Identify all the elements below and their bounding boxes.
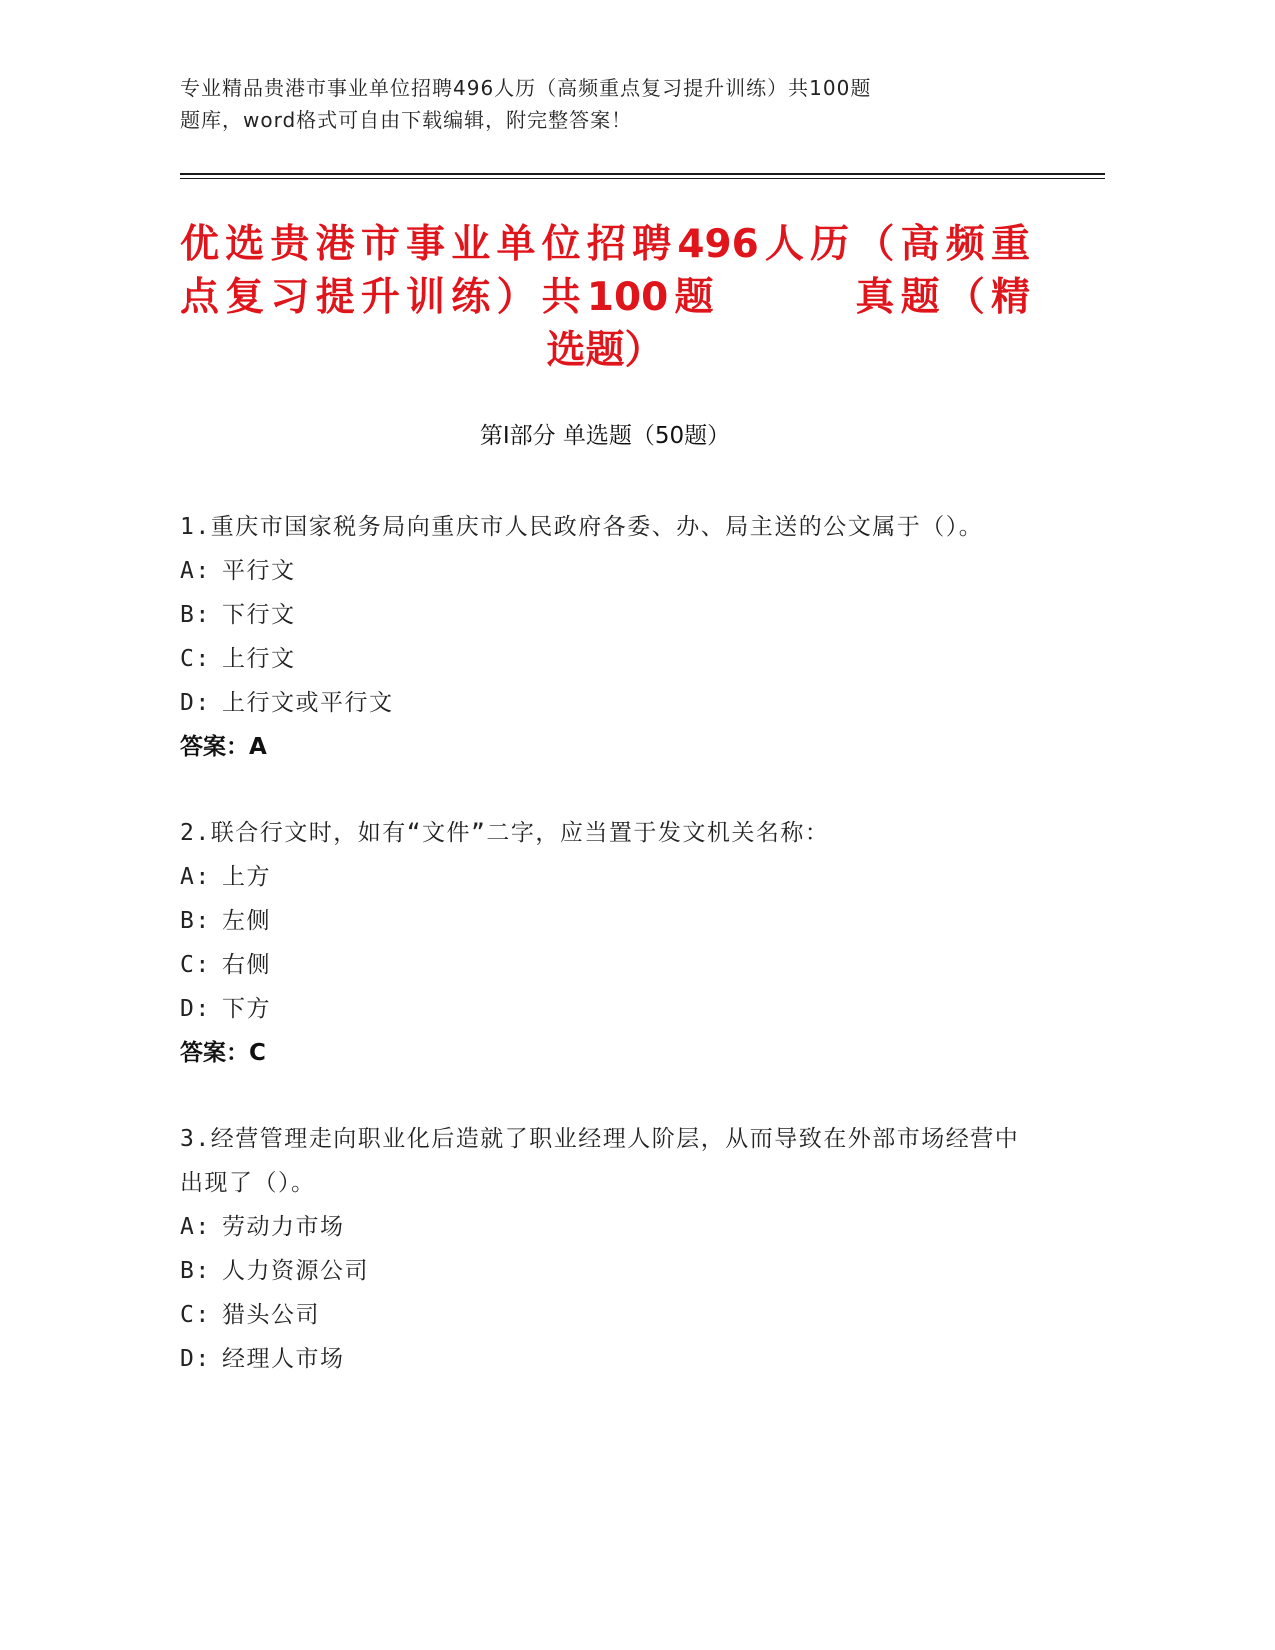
header-note-line2: 题库，word格式可自由下载编辑，附完整答案！ [180, 108, 633, 132]
section-heading: 第Ⅰ部分 单选题（50题） [479, 423, 731, 449]
option-text: 猎头公司 [222, 1302, 320, 1328]
option-d [180, 681, 1020, 725]
option-c [180, 1293, 1020, 1337]
option-d [180, 987, 1020, 1031]
option-text: 人力资源公司 [222, 1258, 369, 1284]
option-letter: B: [180, 602, 211, 628]
question-item [180, 811, 1020, 1075]
header-divider-thin [180, 178, 1105, 179]
option-letter: C: [180, 952, 211, 978]
option-text: 下行文 [222, 602, 296, 628]
option-letter: A: [180, 864, 211, 890]
option-text: 上方 [222, 864, 271, 890]
option-text: 上行文或平行文 [222, 690, 394, 716]
document-title-line1: 优选贵港市事业单位招聘496人历（高频重 [180, 222, 1030, 267]
answer-line: 答案：C [180, 1040, 266, 1066]
question-stem: 2.联合行文时，如有“文件”二字，应当置于发文机关名称： [180, 820, 830, 846]
option-a [180, 1205, 1020, 1249]
option-b [180, 593, 1020, 637]
header-note [180, 72, 1080, 136]
option-letter: C: [180, 1302, 211, 1328]
option-c [180, 637, 1020, 681]
header-note-line1: 专业精品贵港市事业单位招聘496人历（高频重点复习提升训练）共100题 [180, 76, 872, 100]
question-stem: 1.重庆市国家税务局向重庆市人民政府各委、办、局主送的公文属于（）。 [180, 514, 984, 540]
option-text: 上行文 [222, 646, 296, 672]
document-title-line3: 选题） [546, 328, 664, 373]
option-letter: D: [180, 690, 211, 716]
option-letter: A: [180, 558, 211, 584]
option-letter: D: [180, 996, 211, 1022]
question-item [180, 505, 1020, 769]
option-letter: C: [180, 646, 211, 672]
option-text: 经理人市场 [222, 1346, 345, 1372]
option-d [180, 1337, 1020, 1381]
option-letter: A: [180, 1214, 211, 1240]
option-text: 平行文 [222, 558, 296, 584]
answer-line: 答案：A [180, 734, 267, 760]
option-a [180, 549, 1020, 593]
option-letter: D: [180, 1346, 211, 1372]
option-c [180, 943, 1020, 987]
document-title [180, 218, 1030, 377]
option-text: 下方 [222, 996, 271, 1022]
question-item [180, 1117, 1020, 1381]
question-list [180, 505, 1020, 1423]
option-text: 右侧 [222, 952, 271, 978]
document-title-line2: 点复习提升训练）共100题 真题（精 [180, 275, 1030, 320]
option-letter: B: [180, 908, 211, 934]
option-letter: B: [180, 1258, 211, 1284]
option-text: 左侧 [222, 908, 271, 934]
option-text: 劳动力市场 [222, 1214, 345, 1240]
option-b [180, 899, 1020, 943]
option-b [180, 1249, 1020, 1293]
question-stem: 3.经营管理走向职业化后造就了职业经理人阶层，从而导致在外部市场经营中出现了（）。 [180, 1126, 1020, 1196]
header-divider-thick [180, 173, 1105, 175]
option-a [180, 855, 1020, 899]
